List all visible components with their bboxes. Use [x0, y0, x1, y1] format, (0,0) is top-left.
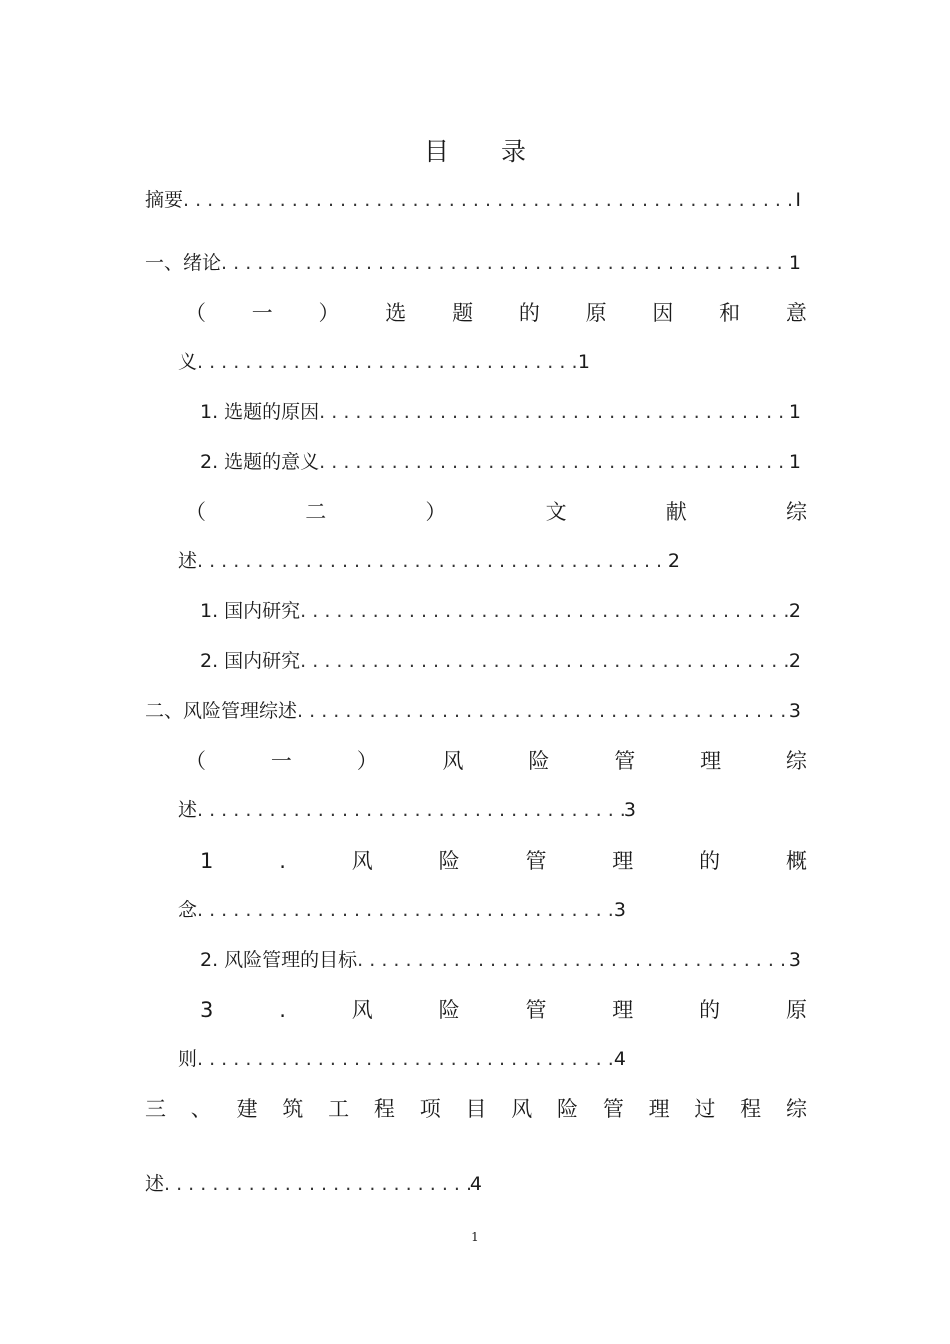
toc-entry-text: 1. 选题的原因 [200, 401, 320, 423]
toc-page-number: 2 [667, 550, 680, 572]
toc-char: 因 [652, 301, 674, 325]
toc-char: 理 [612, 849, 634, 873]
toc-leader [197, 1045, 614, 1073]
toc-leader [300, 647, 789, 675]
toc-leader [357, 946, 789, 974]
toc-entry-text: 2. 国内研究 [200, 650, 301, 672]
toc-char: 一 [270, 749, 292, 773]
toc-char: 建 [236, 1097, 258, 1121]
toc-char: 选 [385, 301, 407, 325]
toc-entry-text: 1. 国内研究 [200, 600, 301, 622]
toc-entry-chapter-1[interactable] [145, 249, 801, 277]
toc-char: 管 [614, 749, 636, 773]
toc-entry-2-1-1-cont[interactable] [178, 896, 626, 924]
toc-char: . [279, 998, 286, 1022]
toc-char: 风 [351, 998, 373, 1022]
toc-char: 题 [452, 301, 474, 325]
toc-entry-text: 绪论 [183, 252, 222, 274]
toc-leader [197, 796, 624, 824]
toc-char: 综 [785, 1097, 807, 1121]
toc-char: 管 [525, 849, 547, 873]
toc-entry-text: 则 [178, 1048, 198, 1070]
toc-char: （ [185, 749, 206, 773]
toc-char: ） [356, 749, 378, 773]
toc-entry-text: 2. 选题的意义 [200, 451, 320, 473]
toc-char: 风 [442, 749, 464, 773]
toc-char: 管 [525, 998, 547, 1022]
toc-char: 1 [200, 849, 214, 873]
toc-leader [300, 597, 789, 625]
toc-char: 风 [351, 849, 373, 873]
toc-entry-1-1-1[interactable] [200, 398, 801, 426]
toc-char: 概 [785, 849, 807, 873]
toc-entry-text: 述 [178, 550, 198, 572]
toc-entry-chapter-3[interactable] [145, 1094, 807, 1124]
toc-leader [221, 249, 789, 277]
toc-char: 、 [190, 1097, 212, 1121]
toc-char: ） [318, 301, 340, 325]
toc-leader [197, 547, 668, 575]
toc-char: 管 [602, 1097, 624, 1121]
toc-entry-text: 摘要 [145, 189, 184, 211]
toc-entry-section-1-1[interactable] [185, 298, 807, 328]
toc-char: 理 [648, 1097, 670, 1121]
toc-leader [319, 398, 789, 426]
toc-char: 工 [328, 1097, 350, 1121]
toc-char: 原 [785, 998, 807, 1022]
toc-page-number: 3 [788, 949, 801, 971]
toc-char: （ [185, 301, 206, 325]
toc-char: 的 [518, 301, 540, 325]
toc-entry-abstract[interactable] [145, 186, 801, 214]
toc-char: 文 [545, 500, 567, 524]
toc-char: 献 [665, 500, 687, 524]
toc-char: 综 [785, 500, 807, 524]
toc-entry-2-1-2[interactable] [200, 946, 801, 974]
toc-char: 项 [419, 1097, 441, 1121]
toc-char: 意 [785, 301, 807, 325]
toc-entry-section-1-1-cont[interactable] [178, 348, 590, 376]
toc-entry-text: 义 [178, 351, 198, 373]
toc-char: 程 [373, 1097, 395, 1121]
toc-entry-text: 2. 风险管理的目标 [200, 949, 358, 971]
page-number: 1 [471, 1230, 479, 1244]
toc-char: （ [185, 500, 206, 524]
toc-entry-chapter-3-cont[interactable] [145, 1170, 482, 1198]
toc-char: 目 [465, 1097, 487, 1121]
toc-chapter-number: 一、 [145, 252, 184, 274]
toc-entry-text: 念 [178, 899, 198, 921]
toc-char: 过 [694, 1097, 716, 1121]
toc-char: 原 [585, 301, 607, 325]
toc-entry-1-2-2[interactable] [200, 647, 801, 675]
toc-char: 一 [251, 301, 273, 325]
toc-entry-text: 风险管理综述 [183, 700, 298, 722]
toc-char: 险 [528, 749, 550, 773]
toc-leader [197, 896, 614, 924]
toc-char: 筑 [282, 1097, 304, 1121]
toc-entry-section-1-2-cont[interactable] [178, 547, 680, 575]
toc-page-number: 3 [788, 700, 801, 722]
toc-entry-chapter-2[interactable] [145, 697, 801, 725]
toc-entry-2-1-3[interactable] [200, 995, 807, 1025]
toc-entry-section-2-1[interactable] [185, 746, 807, 776]
toc-leader [197, 348, 578, 376]
toc-char: 二 [305, 500, 327, 524]
toc-page-number: 1 [788, 252, 801, 274]
toc-char: ） [425, 500, 447, 524]
toc-page-number: 4 [469, 1173, 482, 1195]
toc-leader [319, 448, 789, 476]
toc-entry-text: 述 [145, 1173, 165, 1195]
toc-char: 风 [511, 1097, 533, 1121]
toc-char: 和 [719, 301, 741, 325]
toc-entry-text: 述 [178, 799, 198, 821]
toc-leader [183, 186, 795, 214]
toc-char: 三 [145, 1097, 166, 1121]
toc-char: 综 [785, 749, 807, 773]
toc-page-number: 3 [623, 799, 636, 821]
toc-entry-section-1-2[interactable] [185, 497, 807, 527]
toc-chapter-number: 二、 [145, 700, 184, 722]
toc-entry-1-2-1[interactable] [200, 597, 801, 625]
toc-page-number: 4 [613, 1048, 626, 1070]
toc-char: 3 [200, 998, 214, 1022]
toc-page-number: 2 [788, 650, 801, 672]
toc-entry-2-1-1[interactable] [200, 846, 807, 876]
toc-char: 的 [699, 849, 721, 873]
toc-char: 理 [700, 749, 722, 773]
toc-char: 理 [612, 998, 634, 1022]
toc-leader [164, 1170, 470, 1198]
toc-page-number: 1 [788, 451, 801, 473]
toc-char: 程 [740, 1097, 762, 1121]
toc-page-number: 3 [613, 899, 626, 921]
toc-leader [297, 697, 789, 725]
toc-char: 险 [438, 998, 460, 1022]
toc-page-number: 1 [577, 351, 590, 373]
toc-entry-1-1-2[interactable] [200, 448, 801, 476]
toc-char: 险 [438, 849, 460, 873]
toc-char: 的 [699, 998, 721, 1022]
toc-entry-section-2-1-cont[interactable] [178, 796, 636, 824]
toc-entry-2-1-3-cont[interactable] [178, 1045, 626, 1073]
toc-page-number: 2 [788, 600, 801, 622]
toc-char: 险 [557, 1097, 579, 1121]
toc-title: 目 录 [424, 137, 548, 166]
toc-char: . [279, 849, 286, 873]
toc-page-number: I [795, 189, 801, 211]
toc-page-number: 1 [788, 401, 801, 423]
